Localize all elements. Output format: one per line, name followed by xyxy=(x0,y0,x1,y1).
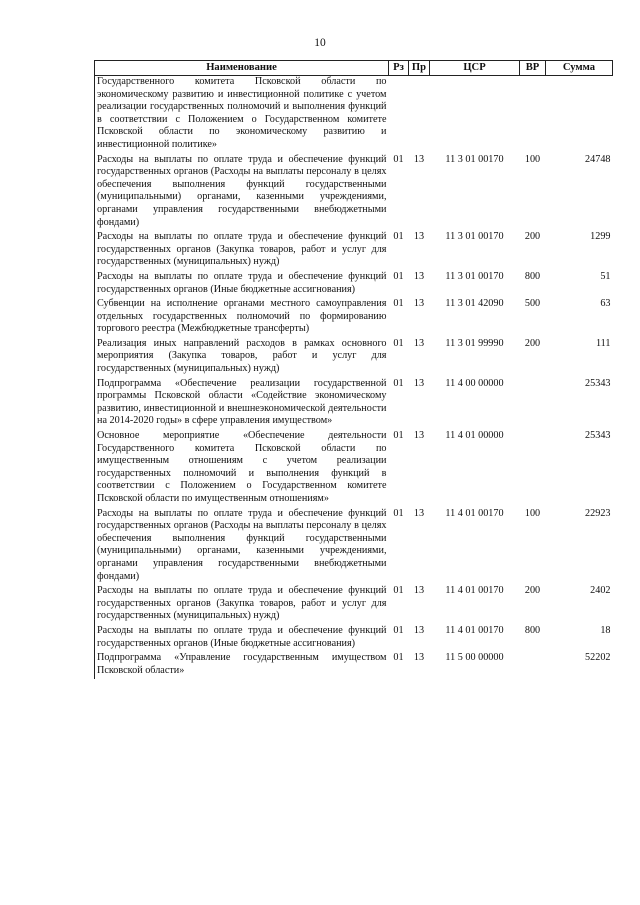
header-name: Наименование xyxy=(95,61,389,76)
row-sum: 111 xyxy=(595,337,611,349)
row-pr: 13 xyxy=(413,337,425,349)
row-csr xyxy=(430,76,520,154)
row-rz: 01 xyxy=(393,231,404,243)
row-vr xyxy=(520,430,546,508)
row-csr: 11 4 01 00000 xyxy=(445,430,504,442)
row-name: Расходы на выплаты по оплате труда и обеспечение функций государственных органов (Закупка товаров, работ и услуг для государственных (муниципальных) нужд) xyxy=(95,585,389,625)
row-pr: 13 xyxy=(413,153,425,165)
row-rz: 01 xyxy=(393,507,404,519)
table-row xyxy=(95,625,613,652)
table-row xyxy=(95,652,613,679)
row-sum: 25343 xyxy=(585,430,611,442)
row-sum: 24748 xyxy=(585,153,611,165)
row-sum: 22923 xyxy=(585,507,611,519)
row-csr: 11 3 01 00170 xyxy=(445,153,504,165)
row-pr: 13 xyxy=(413,652,425,664)
header-pr: Пр xyxy=(409,61,430,76)
row-vr: 100 xyxy=(524,507,541,519)
row-name: Расходы на выплаты по оплате труда и обеспечение функций государственных органов (Иные бюджетные ассигнования) xyxy=(95,625,389,652)
row-csr: 11 4 01 00170 xyxy=(445,624,504,636)
row-sum: 2402 xyxy=(590,585,611,597)
row-name: Субвенции на исполнение органами местного самоуправления отдельных государственных полномочий по формированию торгового реестра (Межбюджетные трансферты) xyxy=(95,298,389,338)
row-rz: 01 xyxy=(393,377,404,389)
table-header-row xyxy=(95,61,613,76)
row-name: Расходы на выплаты по оплате труда и обеспечение функций государственных органов (Иные бюджетные ассигнования) xyxy=(95,271,389,298)
row-rz: 01 xyxy=(393,430,404,442)
row-pr: 13 xyxy=(413,270,425,282)
row-vr xyxy=(520,378,546,430)
row-csr: 11 4 00 00000 xyxy=(445,377,504,389)
row-csr: 11 5 00 00000 xyxy=(445,652,504,664)
header-vr: ВР xyxy=(520,61,546,76)
row-name: Основное мероприятие «Обеспечение деятельности Государственного комитета Псковской области по имущественным отношениям с учетом реализации государственных полномочий и выполнения функций в соответствии с Положением о Государственном комитете Псковской области по имущественным отношениям» xyxy=(95,430,389,508)
row-name: Расходы на выплаты по оплате труда и обеспечение функций государственных органов (Расходы на выплаты персоналу в целях обеспечения выполнения функций государственными (муниципальными) органами, казенными учреждениями, органами управления государственными внебюджетными фондами) xyxy=(95,508,389,586)
row-rz: 01 xyxy=(393,337,404,349)
row-name: Подпрограмма «Управление государственным имуществом Псковской области» xyxy=(95,652,389,679)
row-vr: 100 xyxy=(524,153,541,165)
table-row xyxy=(95,271,613,298)
row-sum: 1299 xyxy=(590,231,611,243)
row-rz: 01 xyxy=(393,652,404,664)
row-vr: 200 xyxy=(524,231,541,243)
row-name: Государственного комитета Псковской области по экономическому развитию и инвестиционной политике с учетом реализации государственных полномочий и выполнения функций в соответствии с Положением о Государственном комитете Псковской области по экономическому развитию и инвестиционной политике» xyxy=(95,76,389,154)
table-row xyxy=(95,430,613,508)
row-pr: 13 xyxy=(413,507,425,519)
table-row xyxy=(95,585,613,625)
page-number: 10 xyxy=(314,37,326,49)
row-rz: 01 xyxy=(393,585,404,597)
row-sum: 63 xyxy=(600,298,611,310)
row-csr: 11 3 01 42090 xyxy=(445,298,504,310)
row-rz xyxy=(389,76,409,154)
row-name: Реализация иных направлений расходов в рамках основного мероприятия (Закупка товаров, работ и услуг для государственных (муниципальных) нужд) xyxy=(95,338,389,378)
row-rz: 01 xyxy=(393,298,404,310)
row-rz: 01 xyxy=(393,270,404,282)
row-sum: 52202 xyxy=(585,652,611,664)
table-row xyxy=(95,154,613,232)
table-row xyxy=(95,338,613,378)
row-pr: 13 xyxy=(413,377,425,389)
row-sum: 51 xyxy=(600,270,611,282)
row-csr: 11 3 01 00170 xyxy=(445,270,504,282)
row-csr: 11 4 01 00170 xyxy=(445,585,504,597)
header-csr: ЦСР xyxy=(430,61,520,76)
row-vr: 800 xyxy=(524,624,541,636)
row-pr: 13 xyxy=(413,298,425,310)
budget-table xyxy=(94,60,613,679)
row-pr: 13 xyxy=(413,430,425,442)
row-pr: 13 xyxy=(413,585,425,597)
header-rz: Рз xyxy=(389,61,409,76)
row-sum: 25343 xyxy=(585,377,611,389)
row-pr: 13 xyxy=(413,624,425,636)
row-vr: 200 xyxy=(524,585,541,597)
row-name: Подпрограмма «Обеспечение реализации государственной программы Псковской области «Содействие экономическому развитию, инвестиционной и внешнеэкономической деятельности на 2014-2020 годы» в сфере управления имуществом» xyxy=(95,378,389,430)
row-rz: 01 xyxy=(393,153,404,165)
header-sum: Сумма xyxy=(546,61,613,76)
row-vr: 500 xyxy=(524,298,541,310)
row-sum: 18 xyxy=(600,624,611,636)
table-body xyxy=(95,76,613,680)
table-row xyxy=(95,378,613,430)
row-pr: 13 xyxy=(413,231,425,243)
row-pr xyxy=(409,76,430,154)
row-csr: 11 3 01 00170 xyxy=(445,231,504,243)
table-row xyxy=(95,76,613,154)
row-vr xyxy=(520,76,546,154)
table-row xyxy=(95,231,613,271)
row-vr xyxy=(520,652,546,679)
row-name: Расходы на выплаты по оплате труда и обеспечение функций государственных органов (Расходы на выплаты персоналу в целях обеспечения выполнения функций государственными (муниципальными) органами, казенными учреждениями, органами управления государственными внебюджетными фондами) xyxy=(95,154,389,232)
row-sum xyxy=(546,76,613,154)
row-csr: 11 3 01 99990 xyxy=(445,337,504,349)
table-row xyxy=(95,508,613,586)
table-row xyxy=(95,298,613,338)
row-vr: 800 xyxy=(524,270,541,282)
row-rz: 01 xyxy=(393,624,404,636)
row-vr: 200 xyxy=(524,337,541,349)
row-csr: 11 4 01 00170 xyxy=(445,507,504,519)
row-name: Расходы на выплаты по оплате труда и обеспечение функций государственных органов (Закупка товаров, работ и услуг для государственных (муниципальных) нужд) xyxy=(95,231,389,271)
